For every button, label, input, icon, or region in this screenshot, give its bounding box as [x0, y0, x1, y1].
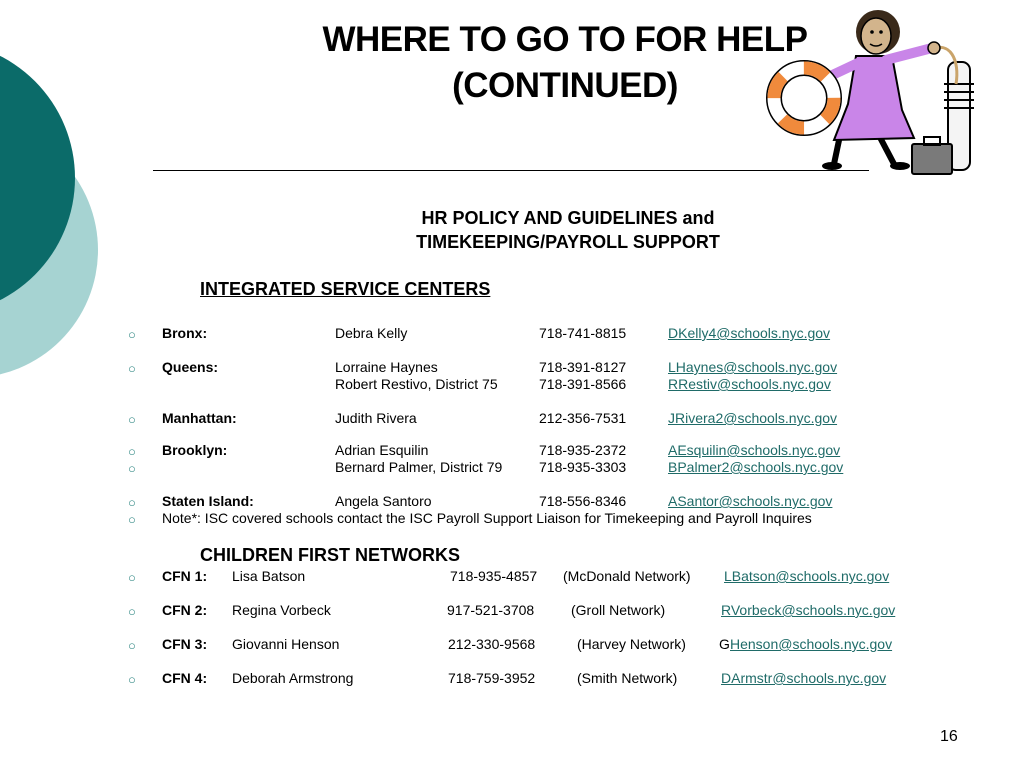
cfn-contact-name: Giovanni Henson	[232, 636, 340, 652]
cfn-network: (McDonald Network)	[563, 568, 691, 584]
isc-borough: Manhattan:	[162, 410, 237, 426]
cfn-email-link[interactable]: LBatson@schools.nyc.gov	[724, 568, 890, 584]
isc-contact-name: Lorraine Haynes	[335, 359, 438, 375]
cfn-network: (Smith Network)	[577, 670, 678, 686]
isc-contact-name: Angela Santoro	[335, 493, 432, 509]
cfn-phone: 212-330-9568	[448, 636, 536, 652]
isc-email-link[interactable]: RRestiv@schools.nyc.gov	[668, 376, 831, 392]
isc-email-link[interactable]: AEsquilin@schools.nyc.gov	[668, 442, 841, 458]
cfn-label: CFN 4:	[162, 670, 208, 686]
cfn-heading: CHILDREN FIRST NETWORKS	[200, 545, 460, 565]
isc-borough: Brooklyn:	[162, 442, 228, 458]
isc-phone: 212-356-7531	[539, 410, 627, 426]
isc-contact-name: Debra Kelly	[335, 325, 408, 341]
isc-contact-name: Robert Restivo, District 75	[335, 376, 498, 392]
page-number: 16	[940, 728, 958, 745]
page-title-line1: WHERE TO GO TO FOR HELP	[322, 20, 808, 59]
isc-phone: 718-935-3303	[539, 459, 627, 475]
subtitle-line2: TIMEKEEPING/PAYROLL SUPPORT	[416, 232, 720, 252]
isc-phone: 718-741-8815	[539, 325, 627, 341]
cfn-phone: 718-759-3952	[448, 670, 536, 686]
cfn-phone: 718-935-4857	[450, 568, 538, 584]
isc-contact-name: Adrian Esquilin	[335, 442, 429, 458]
subtitle-line1: HR POLICY AND GUIDELINES and	[421, 208, 715, 228]
isc-phone: 718-391-8127	[539, 359, 627, 375]
cfn-phone: 917-521-3708	[447, 602, 535, 618]
page-title-line2: (CONTINUED)	[452, 66, 678, 105]
cfn-email-link[interactable]: Henson@schools.nyc.gov	[730, 636, 893, 652]
bullet-icon: ○	[128, 495, 136, 510]
cfn-email-link[interactable]: RVorbeck@schools.nyc.gov	[721, 602, 896, 618]
decorative-circles	[0, 0, 110, 768]
bullet-icon: ○	[128, 361, 136, 376]
bullet-icon: ○	[128, 444, 136, 459]
cfn-contact-name: Deborah Armstrong	[232, 670, 354, 686]
bullet-icon: ○	[128, 412, 136, 427]
isc-phone: 718-556-8346	[539, 493, 627, 509]
isc-contact-name: Bernard Palmer, District 79	[335, 459, 503, 475]
cfn-email-link[interactable]: DArmstr@schools.nyc.gov	[721, 670, 887, 686]
isc-borough: Bronx:	[162, 325, 208, 341]
bullet-icon: ○	[128, 461, 136, 476]
isc-email-link[interactable]: LHaynes@schools.nyc.gov	[668, 359, 838, 375]
isc-borough: Staten Island:	[162, 493, 254, 509]
isc-email-link[interactable]: DKelly4@schools.nyc.gov	[668, 325, 831, 341]
isc-phone: 718-391-8566	[539, 376, 627, 392]
cfn-label: CFN 1:	[162, 568, 208, 584]
cfn-label: CFN 2:	[162, 602, 208, 618]
lifeguard-woman-clipart	[764, 4, 982, 176]
cfn-network: (Groll Network)	[571, 602, 666, 618]
isc-email-link[interactable]: ASantor@schools.nyc.gov	[668, 493, 833, 509]
isc-note: Note*: ISC covered schools contact the ISC Payroll Support Liaison for Timekeeping and Payroll Inquires	[162, 510, 812, 526]
cfn-contact-name: Lisa Batson	[232, 568, 306, 584]
bullet-icon: ○	[128, 638, 136, 653]
bullet-icon: ○	[128, 327, 136, 342]
bullet-icon: ○	[128, 604, 136, 619]
isc-email-link[interactable]: BPalmer2@schools.nyc.gov	[668, 459, 844, 475]
isc-borough: Queens:	[162, 359, 219, 375]
isc-heading: INTEGRATED SERVICE CENTERS	[200, 279, 491, 299]
isc-phone: 718-935-2372	[539, 442, 627, 458]
title-divider	[153, 170, 869, 171]
isc-email-link[interactable]: JRivera2@schools.nyc.gov	[668, 410, 838, 426]
isc-contact-name: Judith Rivera	[335, 410, 417, 426]
cfn-network: (Harvey Network)	[577, 636, 686, 652]
cfn-label: CFN 3:	[162, 636, 208, 652]
bullet-icon: ○	[128, 672, 136, 687]
bullet-icon: ○	[128, 570, 136, 585]
cfn-email-prefix: G	[719, 636, 730, 652]
bullet-icon: ○	[128, 512, 136, 527]
cfn-contact-name: Regina Vorbeck	[232, 602, 331, 618]
